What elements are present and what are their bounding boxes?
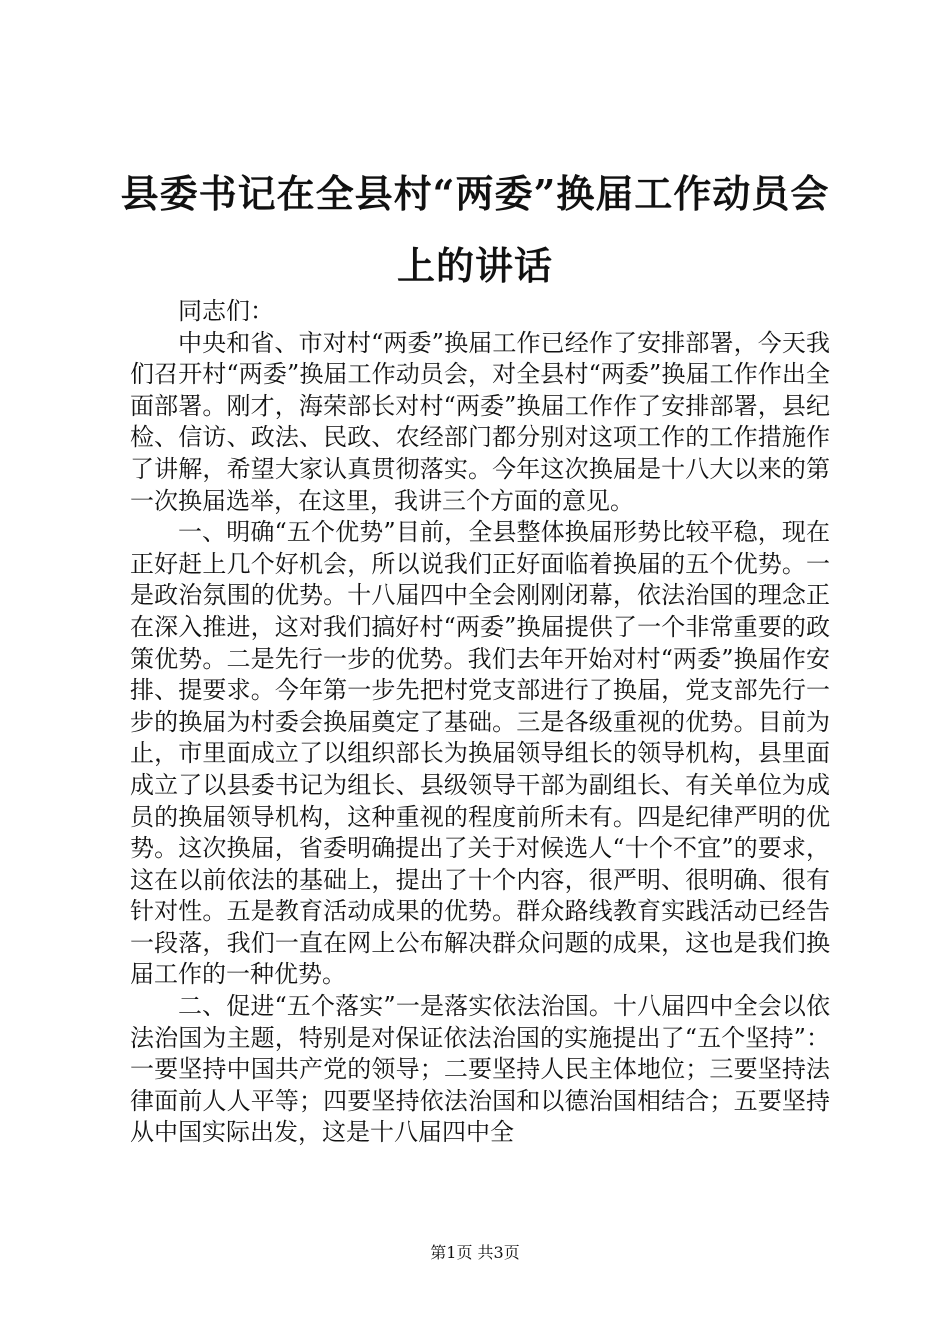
paragraph-section-2: 二、促进“五个落实”一是落实依法治国。十八届四中全会以依法治国为主题，特别是对保证依法治国的实施提出了“五个坚持”：一要坚持中国共产党的领导；二要坚持人民主体地位；三要坚持法律面前人人平等；四要坚持依法治国和以德治国相结合；五要坚持从中国实际出发，这是十八届四中全 — [130, 992, 830, 1147]
document-body — [130, 296, 830, 1149]
paragraph-section-1: 一、明确“五个优势”目前，全县整体换届形势比较平稳，现在正好赶上几个好机会，所以说我们正好面临着换届的五个优势。一是政治氛围的优势。十八届四中全会刚刚闭幕，依法治国的理念正在深入推进，这对我们搞好村“两委”换届提供了一个非常重要的政策优势。二是先行一步的优势。我们去年开始对村“两委”换届作安排、提要求。今年第一步先把村党支部进行了换届，党支部先行一步的换届为村委会换届奠定了基础。三是各级重视的优势。目前为止，市里面成立了以组织部长为换届领导组长的领导机构，县里面成立了以县委书记为组长、县级领导干部为副组长、有关单位为成员的换届领导机构，这种重视的程度前所未有。四是纪律严明的优势。这次换届，省委明确提出了关于对候选人“十个不宜”的要求，这在以前依法的基础上，提出了十个内容，很严明、很明确、很有针对性。五是教育活动成果的优势。群众路线教育实践活动已经告一段落，我们一直在网上公布解决群众问题的成果，这也是我们换届工作的一种优势。 — [130, 518, 830, 989]
document-title: 县委书记在全县村“两委”换届工作动员会上的讲话 — [120, 171, 830, 288]
paragraph-intro: 中央和省、市对村“两委”换届工作已经作了安排部署，今天我们召开村“两委”换届工作动员会，对全县村“两委”换届工作作出全面部署。刚才，海荣部长对村“两委”换届工作作了安排部署，县纪检、信访、政法、民政、农经部门都分别对这项工作的工作措施作了讲解，希望大家认真贯彻落实。今年这次换届是十八大以来的第一次换届选举，在这里，我讲三个方面的意见。 — [130, 328, 830, 515]
page-footer: 第1页 共3页 — [430, 1243, 520, 1262]
paragraph-salutation: 同志们： — [178, 297, 274, 325]
